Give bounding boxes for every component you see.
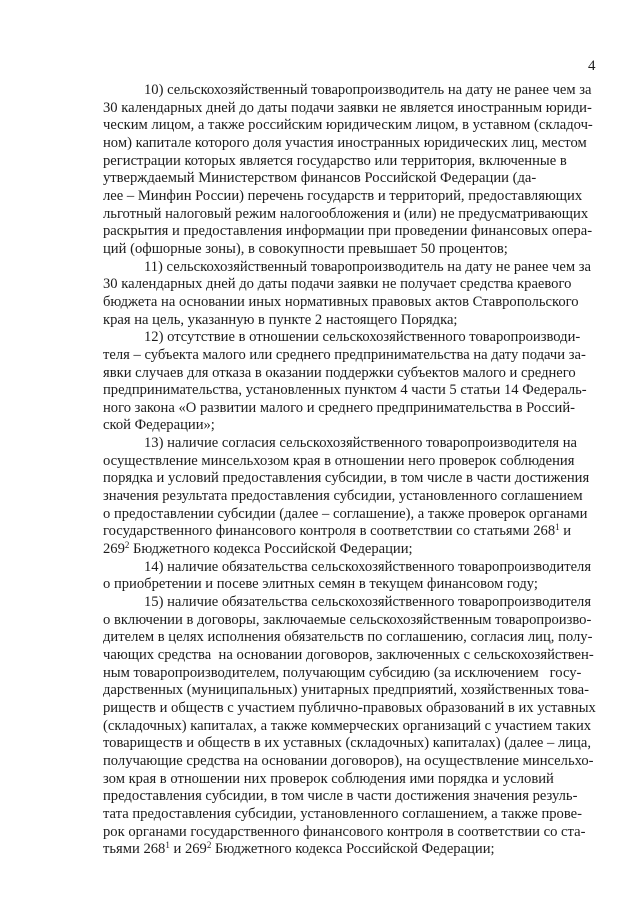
text-line xyxy=(103,470,602,488)
text-line xyxy=(103,206,602,224)
text-segment: Бюджетного кодекса Российской Федерации; xyxy=(129,541,413,558)
text-line xyxy=(103,824,602,842)
text-segment: раскрытия и предоставления информации при проведении финансовых опера- xyxy=(103,223,593,240)
text-segment: ческим лицом, а также российским юридическим лицом, в уставном (складоч- xyxy=(103,117,593,134)
text-line xyxy=(103,188,602,206)
text-segment: 30 календарных дней до даты подачи заявки не получает средства краевого xyxy=(103,276,572,293)
superscript: 2 xyxy=(124,540,130,551)
text-segment: тата предоставления субсидии, установленного соглашением, а также прове- xyxy=(103,805,582,822)
text-line xyxy=(103,417,602,435)
text-segment: ской Федерации»; xyxy=(103,417,215,434)
paragraph-first-line xyxy=(103,329,602,347)
text-line xyxy=(103,576,602,594)
text-line xyxy=(103,629,602,647)
text-line xyxy=(103,700,602,718)
paragraph-first-line xyxy=(103,594,602,612)
text-segment: края на цель, указанную в пункте 2 настоящего Порядка; xyxy=(103,311,458,328)
text-segment: о включении в договоры, заключаемые сельскохозяйственным товаропроизво- xyxy=(103,611,592,628)
text-segment: льготный налоговый режим налогообложения и (или) не предусматривающих xyxy=(103,205,589,222)
text-segment: бюджета на основании иных нормативных правовых актов Ставропольского xyxy=(103,293,579,310)
text-segment: 10) сельскохозяйственный товаропроизводитель на дату не ранее чем за xyxy=(144,82,592,98)
text-segment: значения результата предоставления субсидии, установленного соглашением xyxy=(103,488,583,505)
paragraph-first-line xyxy=(103,82,602,100)
text-segment: предоставления субсидии, в том числе в части достижения значения резуль- xyxy=(103,788,578,805)
paragraph-first-line xyxy=(103,435,602,453)
text-segment: зом края в отношении них проверок соблюдения ими порядка и условий xyxy=(103,770,554,787)
text-segment: риществ и обществ с участием публично-правовых образований в их уставных xyxy=(103,699,596,716)
text-segment: 14) наличие обязательства сельскохозяйственного товаропроизводителя xyxy=(144,558,592,575)
text-line xyxy=(103,488,602,506)
text-line xyxy=(103,771,602,789)
text-line xyxy=(103,294,602,312)
text-line xyxy=(103,382,602,400)
text-line xyxy=(103,100,602,118)
text-segment: Бюджетного кодекса Российской Федерации; xyxy=(211,841,495,858)
text-line xyxy=(103,753,602,771)
text-segment: дителем в целях исполнения обязательств по соглашению, согласия лиц, полу- xyxy=(103,629,593,646)
paragraph-first-line xyxy=(103,259,602,277)
text-segment: 11) сельскохозяйственный товаропроизводитель на дату не ранее чем за xyxy=(144,258,591,275)
text-line xyxy=(103,312,602,330)
text-segment: 15) наличие обязательства сельскохозяйственного товаропроизводителя xyxy=(144,594,592,611)
text-segment: дарственных (муниципальных) унитарных предприятий, хозяйственных това- xyxy=(103,682,590,699)
text-line xyxy=(103,117,602,135)
text-segment: и 269 xyxy=(169,841,207,858)
text-line xyxy=(103,718,602,736)
text-segment: и xyxy=(559,523,572,540)
superscript: 1 xyxy=(555,522,560,533)
text-segment: товариществ и обществ в их уставных (складочных) капиталах) (далее – лица, xyxy=(103,735,591,752)
text-line xyxy=(103,153,602,171)
text-segment: ном) капитале которого доля участия иностранных юридических лиц, местом xyxy=(103,134,587,151)
text-line xyxy=(103,541,602,559)
text-segment: предпринимательства, установленных пунктом 4 части 5 статьи 14 Федераль- xyxy=(103,382,587,399)
text-segment: осуществление минсельхозом края в отношении него проверок соблюдения xyxy=(103,452,575,469)
text-segment: порядка и условий предоставления субсидии, в том числе в части достижения xyxy=(103,470,590,487)
text-segment: получающие средства на основании договоров), на осуществление минсельхо- xyxy=(103,752,594,769)
text-line xyxy=(103,241,602,259)
text-line xyxy=(103,806,602,824)
document-body xyxy=(103,82,602,859)
text-line xyxy=(103,665,602,683)
text-line xyxy=(103,223,602,241)
text-segment: теля – субъекта малого или среднего предпринимательства на дату подачи за- xyxy=(103,346,586,363)
text-segment: 269 xyxy=(103,541,125,558)
text-segment: утверждаемый Министерством финансов Российской Федерации (да- xyxy=(103,170,537,187)
text-line xyxy=(103,276,602,294)
text-line xyxy=(103,523,602,541)
text-line xyxy=(103,682,602,700)
text-segment: ного закона «О развитии малого и среднего предпринимательства в Россий- xyxy=(103,399,576,416)
text-segment: о предоставлении субсидии (далее – соглашение), а также проверок органами xyxy=(103,505,588,522)
text-segment: 12) отсутствие в отношении сельскохозяйственного товаропроизводи- xyxy=(144,329,581,346)
text-segment: ций (офшорные зоны), в совокупности превышает 50 процентов; xyxy=(103,240,508,257)
text-segment: ным товаропроизводителем, получающим субсидию (за исключением госу- xyxy=(103,664,582,681)
text-segment: регистрации которых является государство или территория, включенные в xyxy=(103,152,567,169)
text-line xyxy=(103,453,602,471)
text-line xyxy=(103,170,602,188)
text-segment: чающих средства на основании договоров, заключенных с сельскохозяйствен- xyxy=(103,647,594,663)
page-number: 4 xyxy=(588,58,596,74)
text-segment: 30 календарных дней до даты подачи заявки не является иностранным юриди- xyxy=(103,99,592,116)
text-line xyxy=(103,400,602,418)
text-segment: рок органами государственного финансового контроля в соответствии со ста- xyxy=(103,823,586,840)
text-segment: о приобретении и посеве элитных семян в текущем финансовом году; xyxy=(103,576,538,593)
text-segment: тьями 268 xyxy=(103,841,166,858)
text-line xyxy=(103,647,602,665)
text-segment: лее – Минфин России) перечень государств и территорий, предоставляющих xyxy=(103,187,583,204)
text-line xyxy=(103,735,602,753)
text-line xyxy=(103,135,602,153)
text-segment: (складочных) капиталах, а также коммерческих организаций с участием таких xyxy=(103,717,592,734)
paragraph-first-line xyxy=(103,559,602,577)
text-line xyxy=(103,506,602,524)
text-line xyxy=(103,788,602,806)
text-segment: 13) наличие согласия сельскохозяйственного товаропроизводителя на xyxy=(144,435,578,452)
text-segment: явки случаев для отказа в оказании поддержки субъектов малого и среднего xyxy=(103,364,576,381)
text-line xyxy=(103,347,602,365)
text-line xyxy=(103,841,602,859)
superscript: 1 xyxy=(165,840,170,851)
text-line xyxy=(103,365,602,383)
superscript: 2 xyxy=(206,840,212,851)
text-line xyxy=(103,612,602,630)
text-segment: государственного финансового контроля в соответствии со статьями 268 xyxy=(103,523,556,540)
